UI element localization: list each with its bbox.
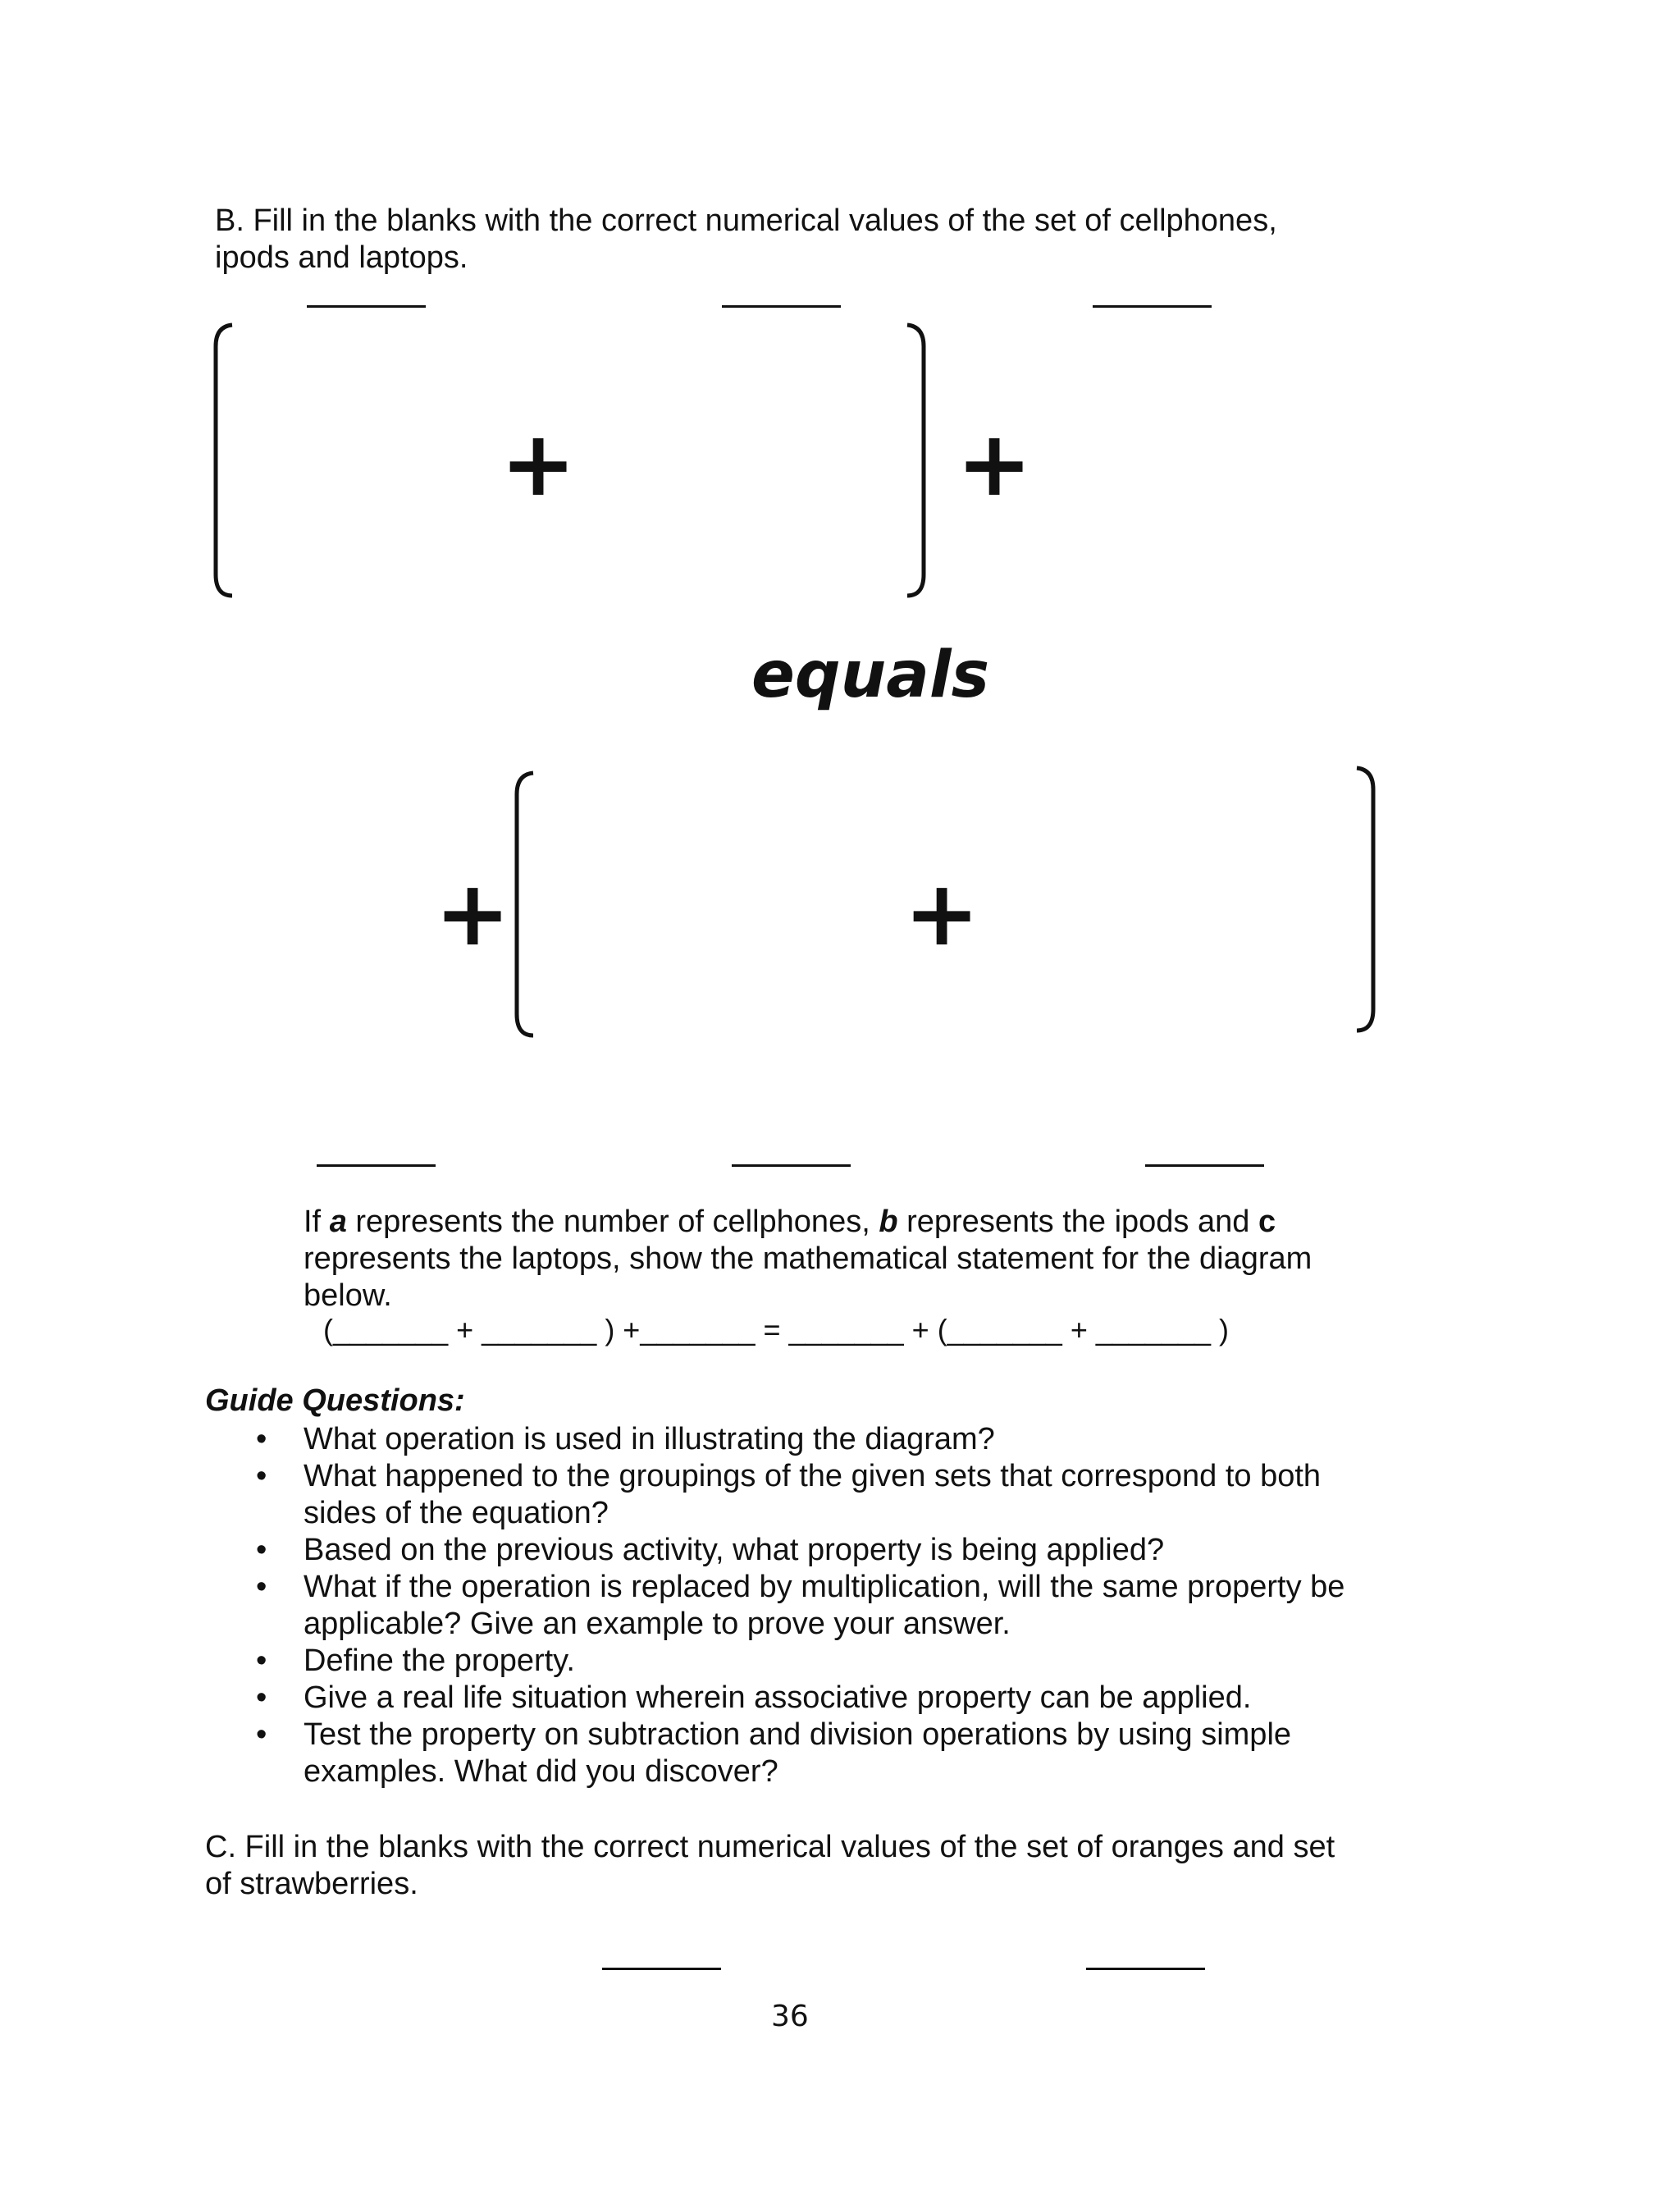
question-text: Based on the previous activity, what property is being applied? — [304, 1533, 1165, 1567]
list-item — [256, 1569, 1345, 1643]
representation-text — [304, 1204, 1331, 1314]
left-parenthesis — [510, 770, 543, 1040]
list-item — [256, 1643, 1345, 1680]
left-parenthesis — [209, 322, 242, 601]
plus-sign: + — [904, 861, 980, 966]
plus-sign: + — [435, 861, 511, 966]
page-number: 36 — [771, 2000, 809, 2033]
guide-questions-title: Guide Questions: — [205, 1383, 465, 1418]
text-run: represents the ipods and — [897, 1205, 1258, 1239]
list-item — [256, 1421, 1345, 1458]
bullet-icon: • — [256, 1717, 267, 1752]
list-item — [256, 1717, 1345, 1790]
question-text: Give a real life situation wherein associative property can be applied. — [304, 1680, 1252, 1715]
bullet-icon: • — [256, 1570, 267, 1604]
guide-questions-list — [256, 1421, 1345, 1790]
right-parenthesis — [901, 322, 934, 601]
answer-blank[interactable] — [732, 1164, 851, 1167]
answer-blank[interactable] — [317, 1164, 436, 1167]
bullet-icon: • — [256, 1533, 267, 1567]
answer-blank[interactable] — [722, 305, 841, 308]
answer-blank[interactable] — [1145, 1164, 1264, 1167]
text-run: If — [304, 1205, 330, 1239]
bullet-icon: • — [256, 1680, 267, 1715]
question-text: Define the property. — [304, 1644, 575, 1678]
question-text: What if the operation is replaced by multiplication, will the same property be applicable? Give an example to prove your answer. — [304, 1570, 1345, 1641]
text-run: represents the number of cellphones, — [346, 1205, 879, 1239]
question-text: What operation is used in illustrating the diagram? — [304, 1422, 995, 1456]
answer-blank[interactable] — [307, 305, 426, 308]
section-b-instruction: B. Fill in the blanks with the correct numerical values of the set of cellphones, ipods and laptops. — [215, 203, 1277, 275]
variable-b: b — [879, 1205, 898, 1239]
text-run: represents the laptops, show the mathematical statement for the diagram below. — [304, 1241, 1312, 1313]
plus-sign: + — [956, 411, 1033, 516]
equals-label: equals — [751, 638, 990, 712]
question-text: What happened to the groupings of the given sets that correspond to both sides of the equation? — [304, 1459, 1322, 1530]
answer-blank[interactable] — [1093, 305, 1212, 308]
answer-blank[interactable] — [602, 1968, 721, 1970]
bullet-icon: • — [256, 1644, 267, 1678]
bullet-icon: • — [256, 1459, 267, 1493]
right-parenthesis — [1350, 765, 1383, 1036]
variable-c: c — [1258, 1205, 1276, 1239]
section-c-instruction: C. Fill in the blanks with the correct numerical values of the set of oranges and set of strawberries. — [205, 1830, 1335, 1901]
plus-sign: + — [500, 411, 577, 516]
list-item — [256, 1532, 1345, 1569]
variable-a: a — [329, 1205, 347, 1239]
answer-blank[interactable] — [1086, 1968, 1205, 1970]
question-text: Test the property on subtraction and division operations by using simple examples. What did you discover? — [304, 1717, 1292, 1789]
list-item — [256, 1680, 1345, 1717]
math-statement-template[interactable]: (_______ + _______ ) +_______ = _______ + (_______ + _______ ) — [323, 1313, 1229, 1346]
list-item — [256, 1458, 1345, 1532]
bullet-icon: • — [256, 1422, 267, 1456]
